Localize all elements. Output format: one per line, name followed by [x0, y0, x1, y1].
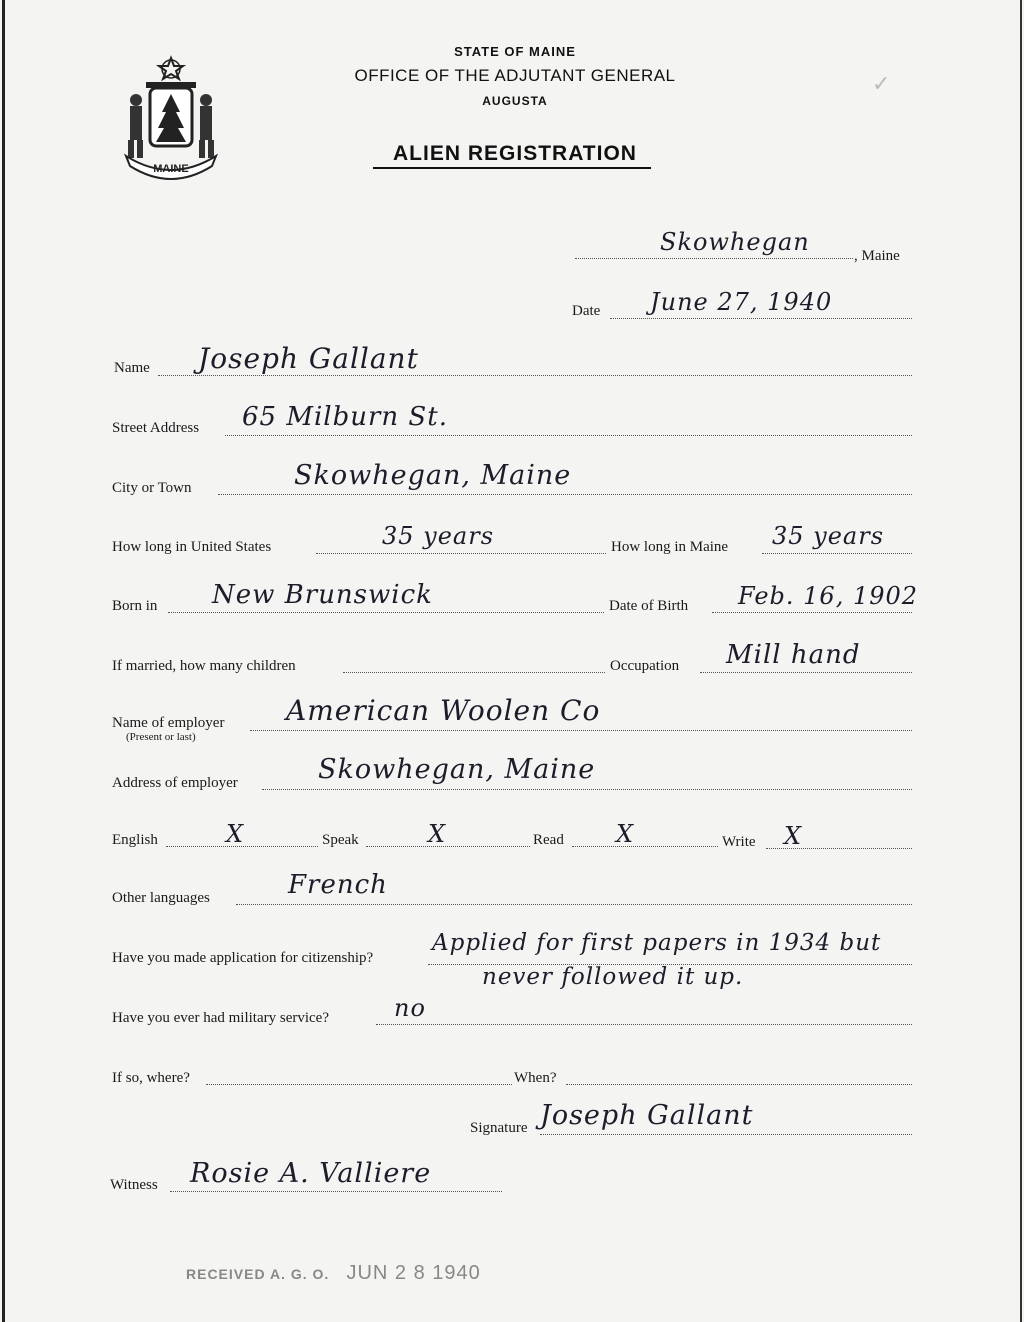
employer-address-value: Skowhegan, Maine — [318, 754, 596, 785]
place-value: Skowhegan — [660, 228, 810, 256]
how-long-us-value: 35 years — [382, 522, 495, 550]
english-value: X — [226, 820, 245, 848]
other-languages-line — [236, 904, 912, 905]
children-label: If married, how many children — [112, 658, 296, 674]
review-check-mark-icon: ✓ — [872, 72, 891, 97]
occupation-value: Mill hand — [726, 640, 861, 670]
header-city: AUGUSTA — [482, 94, 548, 108]
witness-line — [170, 1191, 502, 1192]
how-long-maine-label: How long in Maine — [611, 539, 729, 555]
children-line — [343, 672, 605, 673]
street-address-line — [225, 435, 912, 436]
place-line — [575, 258, 853, 259]
signature-line — [540, 1134, 912, 1135]
speak-label: Speak — [322, 832, 359, 848]
name-label: Name — [114, 360, 150, 376]
write-value: X — [784, 822, 803, 850]
city-value: Skowhegan, Maine — [294, 460, 572, 491]
title-underline — [373, 167, 651, 169]
received-stamp-date: JUN 2 8 1940 — [346, 1262, 481, 1284]
how-long-maine-value: 35 years — [772, 522, 885, 550]
citizenship-value-line1: Applied for first papers in 1934 but — [432, 930, 882, 956]
maine-state-seal-icon — [116, 52, 226, 182]
date-value: June 27, 1940 — [650, 288, 833, 316]
born-in-label: Born in — [112, 598, 158, 614]
if-so-where-line — [206, 1084, 512, 1085]
dob-label: Date of Birth — [609, 598, 689, 614]
scan-edge-left — [2, 0, 5, 1322]
witness-label: Witness — [110, 1177, 158, 1193]
other-languages-value: French — [288, 870, 388, 900]
date-line — [610, 318, 912, 319]
read-value: X — [616, 820, 635, 848]
employer-address-label: Address of employer — [112, 775, 238, 791]
if-so-where-label: If so, where? — [112, 1070, 190, 1086]
military-value: no — [394, 994, 426, 1022]
dob-line — [712, 612, 912, 613]
when-line — [566, 1084, 912, 1085]
speak-value: X — [428, 820, 447, 848]
name-line — [158, 375, 912, 376]
dob-value: Feb. 16, 1902 — [738, 582, 919, 610]
employer-label: Name of employer — [112, 715, 225, 731]
how-long-us-label: How long in United States — [112, 539, 272, 555]
received-stamp — [186, 1262, 481, 1285]
signature-label: Signature — [470, 1120, 528, 1136]
street-address-value: 65 Milburn St. — [242, 402, 448, 432]
citizenship-value-line2: never followed it up. — [482, 964, 744, 990]
how-long-maine-line — [762, 553, 912, 554]
employer-sublabel: (Present or last) — [126, 731, 196, 743]
received-stamp-text: RECEIVED A. G. O. — [186, 1266, 330, 1282]
write-label: Write — [722, 834, 756, 850]
speak-line — [366, 846, 530, 847]
military-line — [376, 1024, 912, 1025]
street-address-label: Street Address — [112, 420, 200, 436]
employer-value: American Woolen Co — [286, 694, 601, 727]
employer-address-line — [262, 789, 912, 790]
read-label: Read — [533, 832, 564, 848]
city-line — [218, 494, 912, 495]
born-in-line — [168, 612, 604, 613]
born-in-value: New Brunswick — [212, 580, 433, 610]
scan-edge-right — [1020, 0, 1022, 1322]
citizenship-label: Have you made application for citizenship? — [112, 950, 374, 966]
header-office: OFFICE OF THE ADJUTANT GENERAL — [354, 66, 676, 85]
witness-value: Rosie A. Valliere — [190, 1158, 432, 1189]
occupation-label: Occupation — [610, 658, 680, 674]
place-suffix-label: , Maine — [854, 248, 900, 264]
seal-banner-text: MAINE — [153, 163, 189, 175]
occupation-line — [700, 672, 912, 673]
header-state: STATE OF MAINE — [454, 44, 576, 59]
employer-line — [250, 730, 912, 731]
other-languages-label: Other languages — [112, 890, 210, 906]
city-label: City or Town — [112, 480, 192, 496]
how-long-us-line — [316, 553, 606, 554]
form-title: ALIEN REGISTRATION — [393, 142, 637, 165]
date-label: Date — [572, 303, 601, 319]
signature-value: Joseph Gallant — [540, 1100, 754, 1131]
name-value: Joseph Gallant — [198, 342, 419, 375]
read-line — [572, 846, 718, 847]
when-label: When? — [514, 1070, 557, 1086]
english-label: English — [112, 832, 158, 848]
military-label: Have you ever had military service? — [112, 1010, 329, 1026]
